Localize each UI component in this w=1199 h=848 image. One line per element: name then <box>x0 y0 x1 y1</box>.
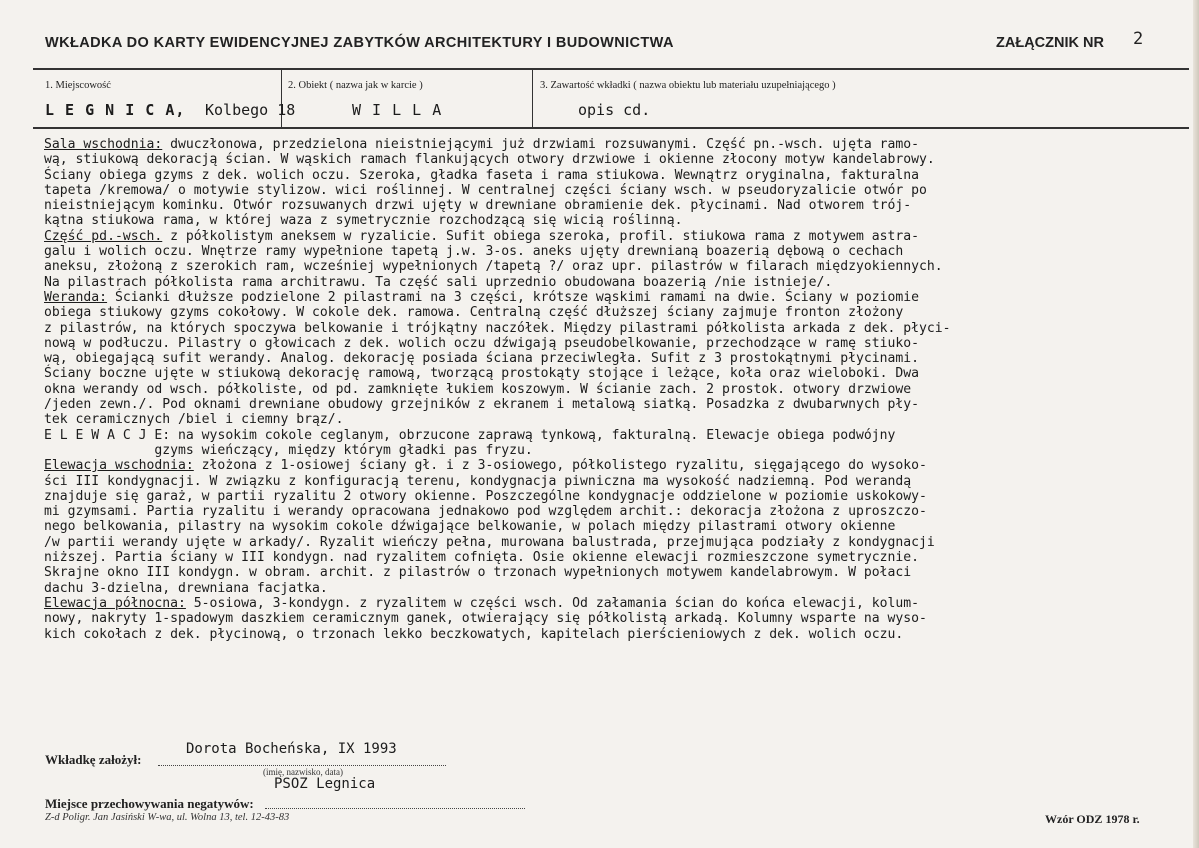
line-text: nego belkowania, pilastry na wysokim cokole dźwigające belkowanie, w polach między pilastrami otwory okienne <box>44 519 896 535</box>
annex-label: ZAŁĄCZNIK NR <box>996 35 1104 51</box>
negatives-label: Miejsce przechowywania negatywów: <box>45 796 254 811</box>
line-text: /w partii werandy ujęte w arkady/. Ryzalit wieńczy pełna, murowana balustrada, przejmująca podziały z kondygnacji <box>44 534 935 550</box>
printer-note: Z-d Poligr. Jan Jasiński W-wa, ul. Wolna 13, tel. 12-43-83 <box>45 812 290 823</box>
line-text: z półkolistym aneksem w ryzalicie. Sufit obiega szeroka, profil. stiukowa rama z motywem astra- <box>162 228 920 244</box>
line-text: ści III kondygnacji. W związku z konfiguracją terenu, kondygnacja piwniczna ma wysokość nadziemną. Pod werandą <box>44 473 912 489</box>
text-line <box>44 474 1164 489</box>
author-dotted-line <box>158 765 446 766</box>
text-line <box>44 412 1164 427</box>
line-text: galu i wolich oczu. Wnętrze ramy wypełnione tapetą j.w. 3-os. aneks ujęty drewnianą boazerią dębową o cechach <box>44 244 904 260</box>
section-heading: Elewacja północna: <box>44 595 186 611</box>
object-value: W I L L A <box>352 101 443 119</box>
line-text: wą, obiegającą sufit werandy. Analog. dekorację posiada ściana przeciwległa. Sufit z 3 prostokątnymi płycinami. <box>44 351 920 367</box>
text-line <box>44 366 1164 381</box>
line-text: złożona z 1-osiowej ściany gł. i z 3-osiowego, półkolistego ryzalitu, sięgającego do wysoko- <box>193 458 927 474</box>
line-text: nową w podłuczu. Pilastry o głowicach z dek. wolich oczu dźwigają pseudobelkowanie, przechodzące w ramę stiuko- <box>44 335 920 351</box>
author-value: Dorota Bocheńska, IX 1993 <box>186 741 397 757</box>
line-text: Na pilastrach półkolista rama architrawu. Ta część sali uprzednio obudowana boazerią /nie istnieje/. <box>44 274 833 290</box>
line-text: mi gzymsami. Partia ryzalitu i werandy opracowana jednakowo pod względem archit.: dekoracja złożona z uproszczo- <box>44 504 927 520</box>
line-text: obiega stiukowy gzyms cokołowy. W cokole dek. ramowa. Centralną część dłuższej ściany zajmuje fronton złożony <box>44 305 904 321</box>
text-line <box>44 168 1164 183</box>
form-pattern: Wzór ODZ 1978 r. <box>1045 812 1140 826</box>
description-text <box>44 137 1164 642</box>
text-line <box>44 229 1164 244</box>
line-text: wą, stiukową dekoracją ścian. W wąskich ramach flankujących otwory drzwiowe i okienne złocony motyw kandelabrowy. <box>44 152 935 168</box>
text-line <box>44 581 1164 596</box>
line-text: dwuczłonowa, przedzielona nieistniejącymi już drzwiami rozsuwanymi. Część pn.-wsch. ujęta ramo- <box>162 137 920 152</box>
text-line <box>44 259 1164 274</box>
text-line <box>44 565 1164 580</box>
text-line <box>44 152 1164 167</box>
text-line <box>44 504 1164 519</box>
line-text: Ściany obiega gzyms z dek. wolich oczu. Szeroka, gładka faseta i rama stiukowa. Wewnątrz oryginalna, fakturalna <box>44 167 920 183</box>
text-line <box>44 443 1164 458</box>
line-text: z pilastrów, na których spoczywa belkowanie i trójkątny naczółek. Między pilastrami półkolista arkada z dek. płyci- <box>44 320 951 336</box>
annex-number: 2 <box>1133 29 1144 49</box>
line-text: Skrajne okno III kondygn. w obram. archit. z pilastrów o trzonach wypełnionych motywem kandelabrowym. W połaci <box>44 565 912 581</box>
header-bottom-rule <box>33 127 1189 129</box>
text-line <box>44 550 1164 565</box>
text-line <box>44 213 1164 228</box>
line-text: 5-osiowa, 3-kondygn. z ryzalitem w części wsch. Od załamania ścian do końca elewacji, kolum- <box>185 595 920 611</box>
text-line <box>44 519 1164 534</box>
line-text: aneksu, złożoną z szerokich ram, wcześniej wypełnionych /tapetą ?/ oraz upr. pilastrów w filarach międzyokiennych. <box>44 259 943 275</box>
form-title: WKŁADKA DO KARTY EWIDENCYJNEJ ZABYTKÓW ARCHITEKTURY I BUDOWNICTWA <box>45 35 674 51</box>
line-text: nowy, nakryty 1-spadowym daszkiem ceramicznym ganek, otwierający się półkolistą arkadą. Kolumny wsparte na wyso- <box>44 611 927 627</box>
text-line <box>44 137 1164 152</box>
text-line <box>44 382 1164 397</box>
field-divider-2 <box>532 68 533 128</box>
line-text: okna werandy od wsch. półkoliste, od pd. zamknięte łukiem koszowym. W ścianie zach. 2 prostok. otwory drzwiowe <box>44 381 912 397</box>
contents-label: 3. Zawartość wkładki ( nazwa obiektu lub materiału uzupełniającego ) <box>540 80 836 91</box>
text-line <box>44 535 1164 550</box>
header-top-rule <box>33 68 1189 70</box>
line-text: znajduje się garaż, w partii ryzalitu 2 otwory okienne. Poszczególne kondygnacje oddzielone w poziomie uskokowy- <box>44 488 927 504</box>
field-divider-1 <box>281 68 282 128</box>
line-text: tek ceramicznych /biel i ciemny brąz/. <box>44 412 344 428</box>
section-heading: Sala wschodnia: <box>44 137 163 152</box>
text-line <box>44 611 1164 626</box>
line-text: nieistniejącym kominku. Otwór rozsuwanych drzwi ujęty w drewniane obramienie dek. płycinami. Nad otworem trój- <box>44 198 912 214</box>
text-line <box>44 596 1164 611</box>
section-heading: Weranda: <box>44 289 108 305</box>
text-line <box>44 321 1164 336</box>
section-heading: Część pd.-wsch. <box>44 228 163 244</box>
line-text: /jeden zewn./. Pod oknami drewniane obudowy grzejników z ekranem i metalową siatką. Posadzka z dwubarwnych pły- <box>44 397 920 413</box>
text-line <box>44 458 1164 473</box>
text-line <box>44 336 1164 351</box>
text-line <box>44 627 1164 642</box>
text-line <box>44 198 1164 213</box>
section-heading: Elewacja wschodnia: <box>44 458 194 474</box>
line-text: Ściany boczne ujęte w stiukową dekorację ramową, tworzącą prostokąty stojące i leżące, koła oraz wieloboki. Dwa <box>44 366 920 382</box>
line-text: gzyms wieńczący, między którym gładki pas fryzu. <box>44 442 533 458</box>
author-hint: (imię, nazwisko, data) <box>263 767 343 777</box>
line-text: kich cokołach z dek. płycinową, o trzonach lekko beczkowatych, kapitelach pierścieniowych z dek. wolich oczu. <box>44 626 904 642</box>
insert-author-label: Wkładkę założył: <box>45 752 142 767</box>
text-line <box>44 489 1164 504</box>
negatives-dotted-line <box>265 808 525 809</box>
object-label: 2. Obiekt ( nazwa jak w karcie ) <box>288 80 423 91</box>
line-text: tapeta /kremowa/ o motywie stylizow. wici roślinnej. W centralnej części ściany wsch. w pseudoryzalicie otwór po <box>44 182 927 198</box>
locality-city: L E G N I C A, <box>45 101 186 119</box>
locality-label: 1. Miejscowość <box>45 80 111 91</box>
line-text: Ścianki dłuższe podzielone 2 pilastrami na 3 części, krótsze wąskimi ramami na dwie. Ściany w poziomie <box>107 289 920 305</box>
section-heading: E L E W A C J E: <box>44 427 171 443</box>
text-line <box>44 428 1164 443</box>
institution-value: PSOZ Legnica <box>274 776 376 792</box>
text-line <box>44 275 1164 290</box>
locality-street: Kolbego 18 <box>205 101 296 119</box>
text-line <box>44 351 1164 366</box>
text-line <box>44 305 1164 320</box>
line-text: dachu 3-dzielna, drewniana facjatka. <box>44 580 328 596</box>
text-line <box>44 290 1164 305</box>
contents-value: opis cd. <box>578 101 651 119</box>
card-edge <box>1193 0 1199 848</box>
text-line <box>44 244 1164 259</box>
text-line <box>44 183 1164 198</box>
line-text: kątna stiukowa rama, w której waza z symetrycznie rozchodzącą się wicią roślinną. <box>44 213 683 229</box>
text-line <box>44 397 1164 412</box>
line-text: na wysokim cokole ceglanym, obrzucone zaprawą tynkową, fakturalną. Elewacje obiega podwójny <box>170 427 896 443</box>
line-text: niższej. Partia ściany w III kondygn. nad ryzalitem cofnięta. Osie okienne elewacji rozmieszczone symetrycznie. <box>44 550 920 566</box>
